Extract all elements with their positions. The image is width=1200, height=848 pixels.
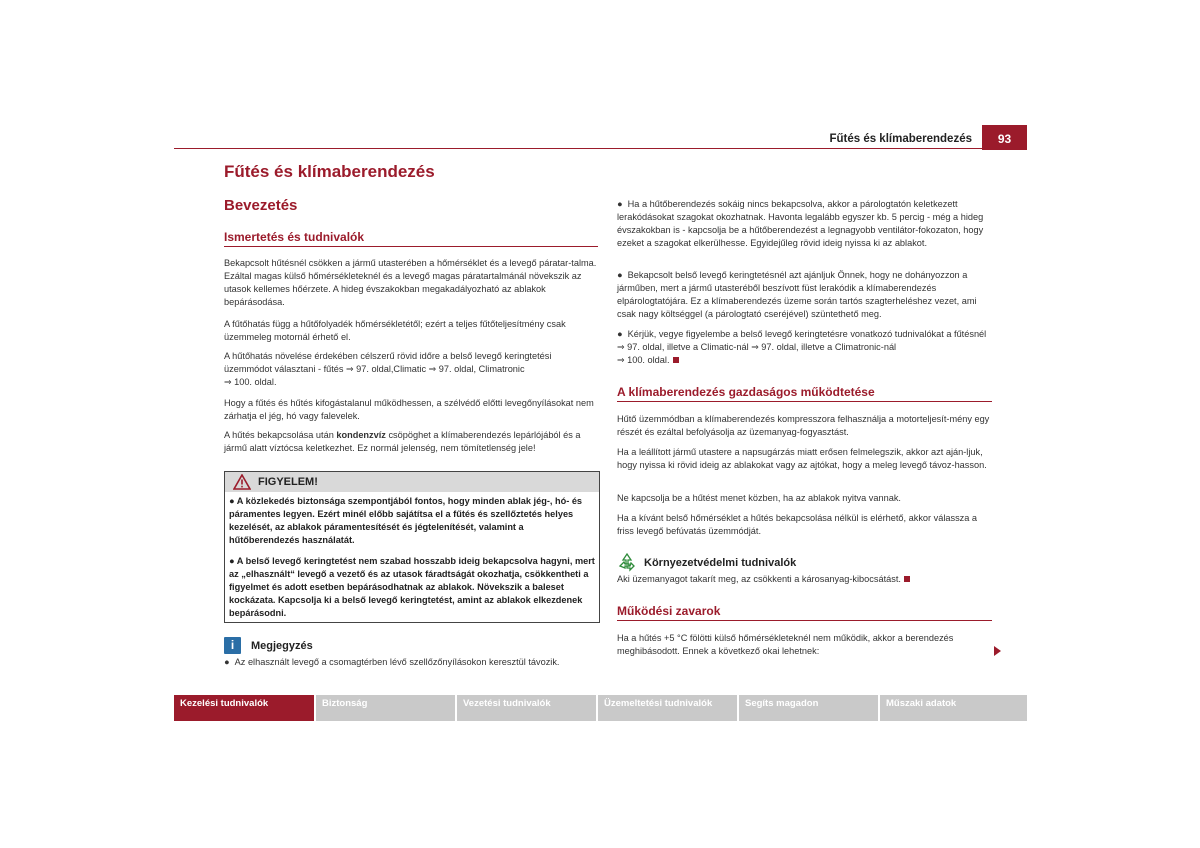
tip-bullet-3: ● Kérjük, vegye figyelembe a belső levegő keringtetésre vonatkozó tudnivalókat a fűtésnél ⇒ 97. oldal, illetve a Climatic-nál ⇒ 97. oldal, illetve a Climatronic-nál ⇒ 100. oldal. (617, 329, 987, 365)
cross-ref-arrow-icon: ⇒ (751, 342, 759, 352)
bullet-icon: ● (229, 496, 235, 506)
condensate-term: kondenzvíz (336, 430, 386, 440)
bullet-icon: ● (617, 270, 623, 280)
chapter-title: Fűtés és klímaberendezés (224, 162, 435, 181)
info-icon: i (224, 637, 241, 654)
cross-ref-link[interactable]: 97. oldal, illetve a Climatronic-nál (758, 342, 897, 352)
tip-bullet-2: ● Bekapcsolt belső levegő keringtetésnél azt ajánljuk Önnek, hogy ne dohányozzon a járműben, mert a jármű utasteréből beszívott füst lerakódik a klímaberendezés elpárologtatójára. Ez a klímaberendezés üzeme során tartós szagterheléshez vezet, ami csak nagy költséggel (a párologtató cseréjével) szüntethető meg. (617, 270, 977, 319)
faults-paragraph: Ha a hűtés +5 °C fölötti külső hőmérsékleteknél nem működik, akkor a berendezés meghibásodott. Ennek a következő okai lehetnek: (617, 633, 954, 656)
recycle-icon (617, 552, 637, 572)
bullet-icon: ● (224, 657, 230, 667)
nav-tab-technical-data[interactable]: Műszaki adatok (880, 695, 1027, 721)
intro-paragraph-4: Hogy a fűtés és hűtés kifogástalanul működhessen, a szélvédő előtti levegőnyílásokat nem zárhatja el jég, hó vagy falevelek. (224, 398, 594, 421)
continue-arrow-icon (994, 646, 1001, 656)
cross-ref-link[interactable]: 97. oldal, Climatronic (436, 364, 525, 374)
warning-title: FIGYELEM! (258, 476, 318, 488)
cross-ref-link[interactable]: 97. oldal, illetve a Climatic-nál (624, 342, 752, 352)
economy-paragraph-1: Hűtő üzemmódban a klímaberendezés kompresszora felhasználja a motorteljesít-mény egy részét és ezáltal befolyásolja az üzemanyag-fogyasztást. (617, 414, 990, 437)
bullet-icon: ● (617, 199, 623, 209)
cross-ref-link[interactable]: 97. oldal,Climatic (353, 364, 429, 374)
environment-note-title: Környezetvédelmi tudnivalók (644, 557, 797, 569)
intro-paragraph-5: A hűtés bekapcsolása után kondenzvíz csöpöghet a klímaberendezés lepárlójából és a jármű alatt víztócsa keletkezhet. Ez normál jelenség, nem tömítetlenség jele! (224, 430, 581, 453)
page-number: 93 (982, 125, 1027, 150)
intro-paragraph-2: A fűtőhatás függ a hűtőfolyadék hőmérsékletétől; ezért a teljes fűtőteljesítmény csak üzemmeleg motornál érhető el. (224, 319, 566, 342)
economy-paragraph-4: Ha a kívánt belső hőmérséklet a hűtés bekapcsolása nélkül is elérhető, akkor válassza a friss levegő befúvatás üzemmódját. (617, 513, 978, 536)
warning-bullet-2: ● A belső levegő keringtetést nem szabad hosszabb ideig bekapcsolva hagyni, mert az „elhasznált“ levegő a vezető és az utasok fáradtságát okozhatja, csökkentheti a figyelmet és adott esetben bepárásodhatnak az ablakok. Növekszik a baleset kockázata. Kapcsolja ki a belső levegő keringtetést, amint az ablakok elkezdenek bepárásodni. (229, 556, 595, 618)
cross-ref-link[interactable]: 100. oldal. (624, 355, 670, 365)
economy-section-title: A klímaberendezés gazdaságos működtetése (617, 385, 992, 402)
warning-triangle-icon (233, 474, 251, 490)
nav-tab-driving[interactable]: Vezetési tudnivalók (457, 695, 596, 721)
warning-bullet-1: ● A közlekedés biztonsága szempontjából fontos, hogy minden ablak jég-, hó- és páramentes legyen. Ezért minél előbb sajátítsa el a fűtés és szellőztetés helyes kezelését, az ablakok páramentesítését és jégtelenítését, valamint a hűtőberendezés használatát. (229, 496, 583, 545)
environment-note-text: Aki üzemanyagot takarít meg, az csökkenti a károsanyag-kibocsátást. (617, 573, 992, 586)
cross-ref-arrow-icon: ⇒ (617, 342, 625, 352)
cross-ref-arrow-icon: ⇒ (617, 355, 625, 365)
faults-section-title: Működési zavarok (617, 604, 992, 621)
warning-header (225, 472, 599, 492)
warning-box (224, 471, 600, 623)
section-end-marker-icon (904, 576, 910, 582)
subsection-title: Ismertetés és tudnivalók (224, 230, 598, 247)
header-rule (174, 148, 1027, 149)
bullet-icon: ● (617, 329, 623, 339)
intro-paragraph-3: A hűtőhatás növelése érdekében célszerű rövid időre a belső levegő keringtetési üzemmódot választani - fűtés ⇒ 97. oldal,Climatic ⇒ 97. oldal, Climatronic ⇒ 100. oldal. (224, 351, 552, 387)
nav-tab-maintenance[interactable]: Üzemeltetési tudnivalók (598, 695, 737, 721)
cross-ref-link[interactable]: 100. oldal. (231, 377, 277, 387)
nav-tab-self-help[interactable]: Segíts magadon (739, 695, 878, 721)
nav-tab-safety[interactable]: Biztonság (316, 695, 455, 721)
economy-paragraph-2: Ha a leállított jármű utastere a napsugárzás miatt erősen felmelegszik, akkor azt aján-ljuk, hogy nyissa ki rövid ideig az ablakokat vagy az ajtókat, hogy a meleg levegő távoz-hasson. (617, 447, 987, 470)
section-title: Bevezetés (224, 197, 298, 214)
bullet-icon: ● (229, 556, 235, 566)
note-bullet-1: ● Az elhasznált levegő a csomagtérben lévő szellőzőnyílásokon keresztül távozik. (224, 657, 560, 667)
economy-paragraph-3: Ne kapcsolja be a hűtést menet közben, ha az ablakok nyitva vannak. (617, 493, 901, 503)
cross-ref-arrow-icon: ⇒ (428, 364, 437, 374)
section-end-marker-icon (673, 357, 679, 363)
note-title: Megjegyzés (251, 640, 313, 652)
intro-paragraph-1: Bekapcsolt hűtésnél csökken a jármű utasterében a hőmérséklet és a levegő páratar-talma. Ezáltal magas külső hőmérsékleteknél és a levegő magas páratartalmánál növekszik az utasok kellemes hőérzete. A hideg évszakokban megakadályozható az ablakok bepárásodása. (224, 258, 597, 307)
tip-bullet-1: ● Ha a hűtőberendezés sokáig nincs bekapcsolva, akkor a párologtatón keletkezett lerakódásokat szagokat okozhatnak. Havonta legalább egyszer kb. 5 percig - még a hideg évszakokban is - kapcsolja be a hűtőberendezést a legnagyobb ventilátor-fokozaton, hogy ezeket a szagokat elkerülhesse. Egyidejűleg rövid ideig nyissa ki az ablakot. (617, 199, 984, 248)
running-header-title: Fűtés és klímaberendezés (829, 133, 972, 145)
nav-tab-operation[interactable]: Kezelési tudnivalók (174, 695, 314, 721)
cross-ref-arrow-icon: ⇒ (224, 377, 232, 387)
cross-ref-arrow-icon: ⇒ (346, 364, 354, 374)
